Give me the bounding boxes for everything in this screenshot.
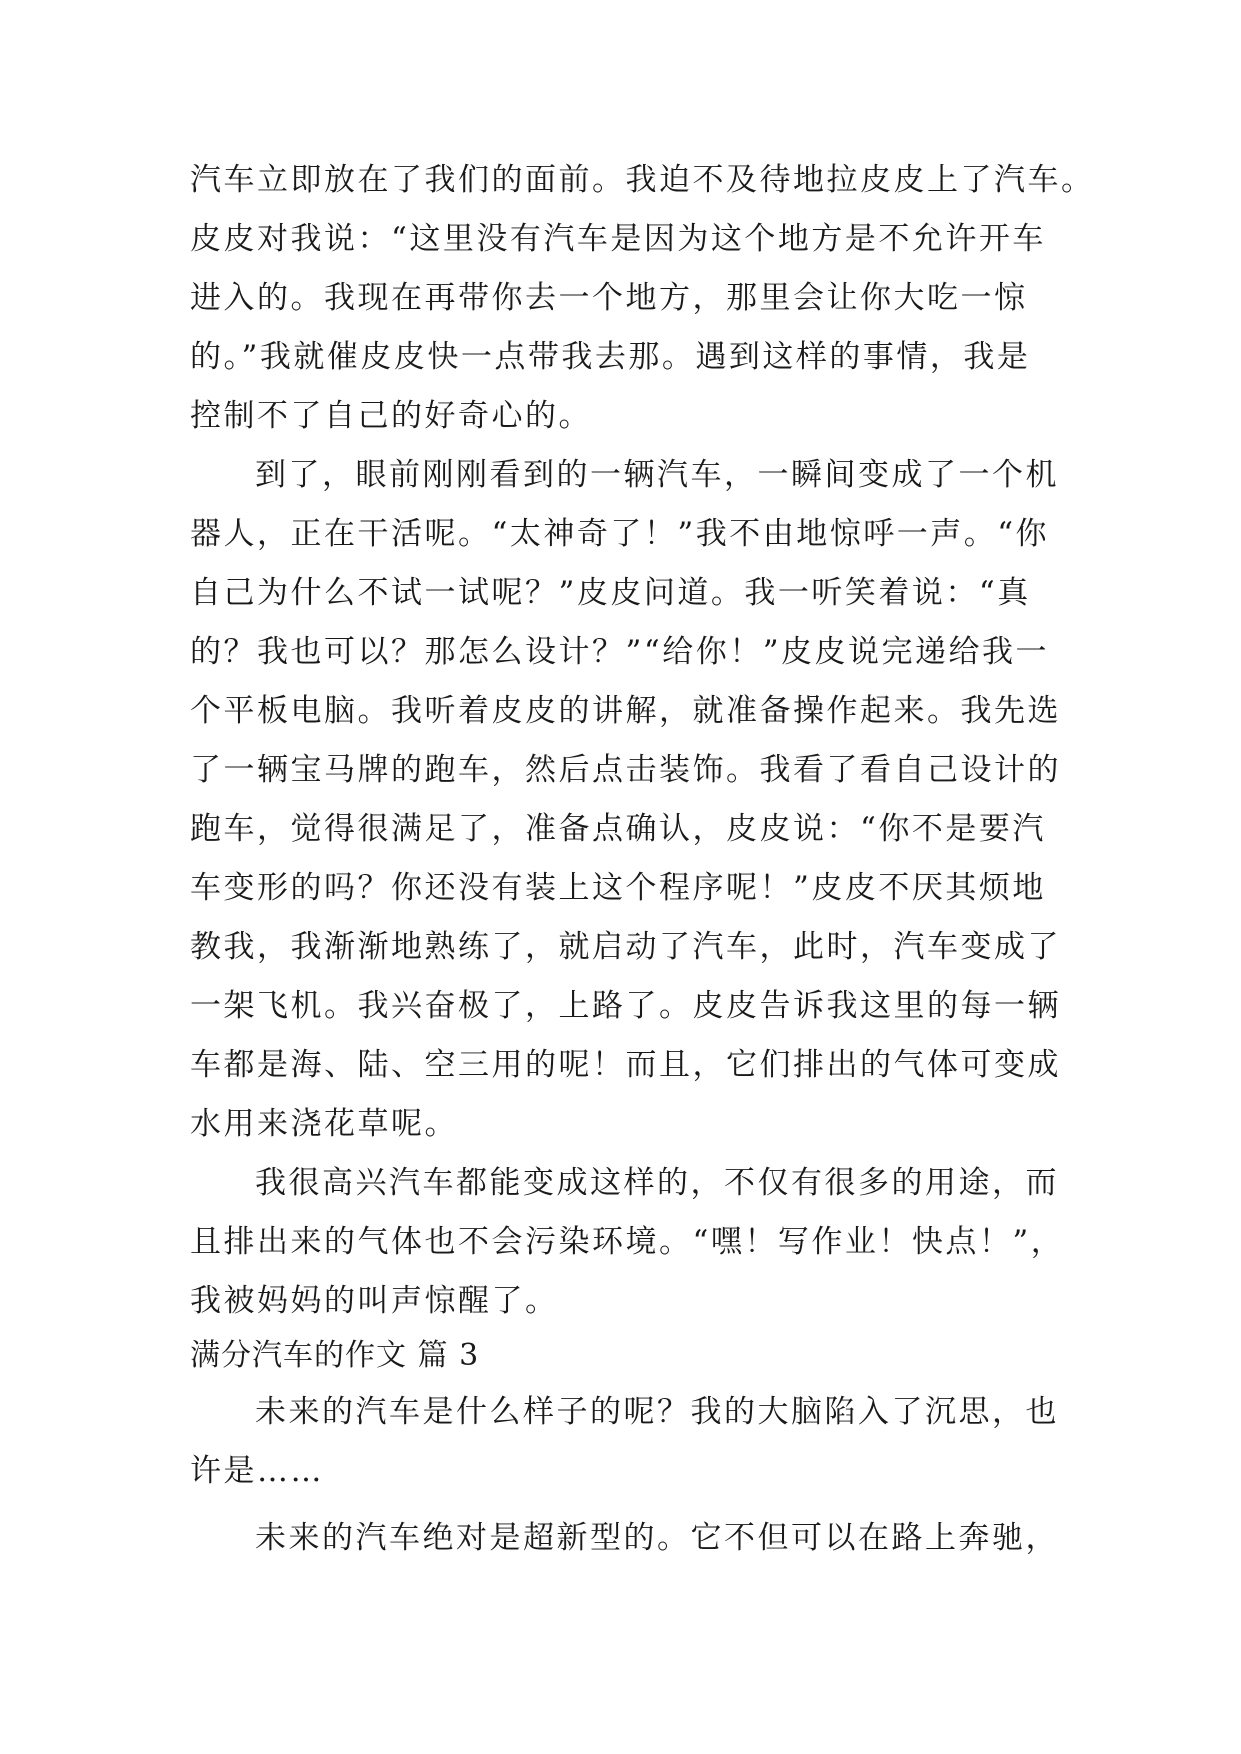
- text-line: 进入的。我现在再带你去一个地方，那里会让你大吃一惊: [190, 280, 1028, 316]
- text-line: 的。”我就催皮皮快一点带我去那。遇到这样的事情，我是: [190, 339, 1031, 375]
- text-line: 控制不了自己的好奇心的。: [190, 398, 592, 434]
- text-line: 一架飞机。我兴奋极了，上路了。皮皮告诉我这里的每一辆: [190, 988, 1061, 1024]
- paragraph-first-line: 未来的汽车是什么样子的呢？我的大脑陷入了沉思，也: [255, 1394, 1059, 1430]
- text-line: 水用来浇花草呢。: [190, 1106, 458, 1142]
- paragraph-first-line: 到了，眼前刚刚看到的一辆汽车，一瞬间变成了一个机: [255, 457, 1059, 493]
- text-line: 了一辆宝马牌的跑车，然后点击装饰。我看了看自己设计的: [190, 752, 1061, 788]
- text-line: 车变形的吗？你还没有装上这个程序呢！”皮皮不厌其烦地: [190, 870, 1046, 906]
- text-line: 许是……: [190, 1453, 324, 1489]
- paragraph-first-line: 未来的汽车绝对是超新型的。它不但可以在路上奔驰，: [255, 1520, 1059, 1556]
- section-heading: 满分汽车的作文 篇 3: [190, 1338, 480, 1373]
- text-line: 我被妈妈的叫声惊醒了。: [190, 1283, 559, 1319]
- text-line: 车都是海、陆、空三用的呢！而且，它们排出的气体可变成: [190, 1047, 1061, 1083]
- text-line: 汽车立即放在了我们的面前。我迫不及待地拉皮皮上了汽车。: [190, 162, 1095, 198]
- text-line: 且排出来的气体也不会污染环境。“嘿！写作业！快点！”，: [190, 1224, 1065, 1260]
- text-line: 个平板电脑。我听着皮皮的讲解，就准备操作起来。我先选: [190, 693, 1061, 729]
- text-line: 皮皮对我说：“这里没有汽车是因为这个地方是不允许开车: [190, 221, 1046, 257]
- paragraph-first-line: 我很高兴汽车都能变成这样的，不仅有很多的用途，而: [255, 1165, 1059, 1201]
- text-line: 的？我也可以？那怎么设计？”“给你！”皮皮说完递给我一: [190, 634, 1050, 670]
- text-line: 自己为什么不试一试呢？”皮皮问道。我一听笑着说：“真: [190, 575, 1031, 611]
- text-line: 器人，正在干活呢。“太神奇了！”我不由地惊呼一声。“你: [190, 516, 1050, 552]
- text-line: 跑车，觉得很满足了，准备点确认，皮皮说：“你不是要汽: [190, 811, 1046, 847]
- text-line: 教我，我渐渐地熟练了，就启动了汽车，此时，汽车变成了: [190, 929, 1061, 965]
